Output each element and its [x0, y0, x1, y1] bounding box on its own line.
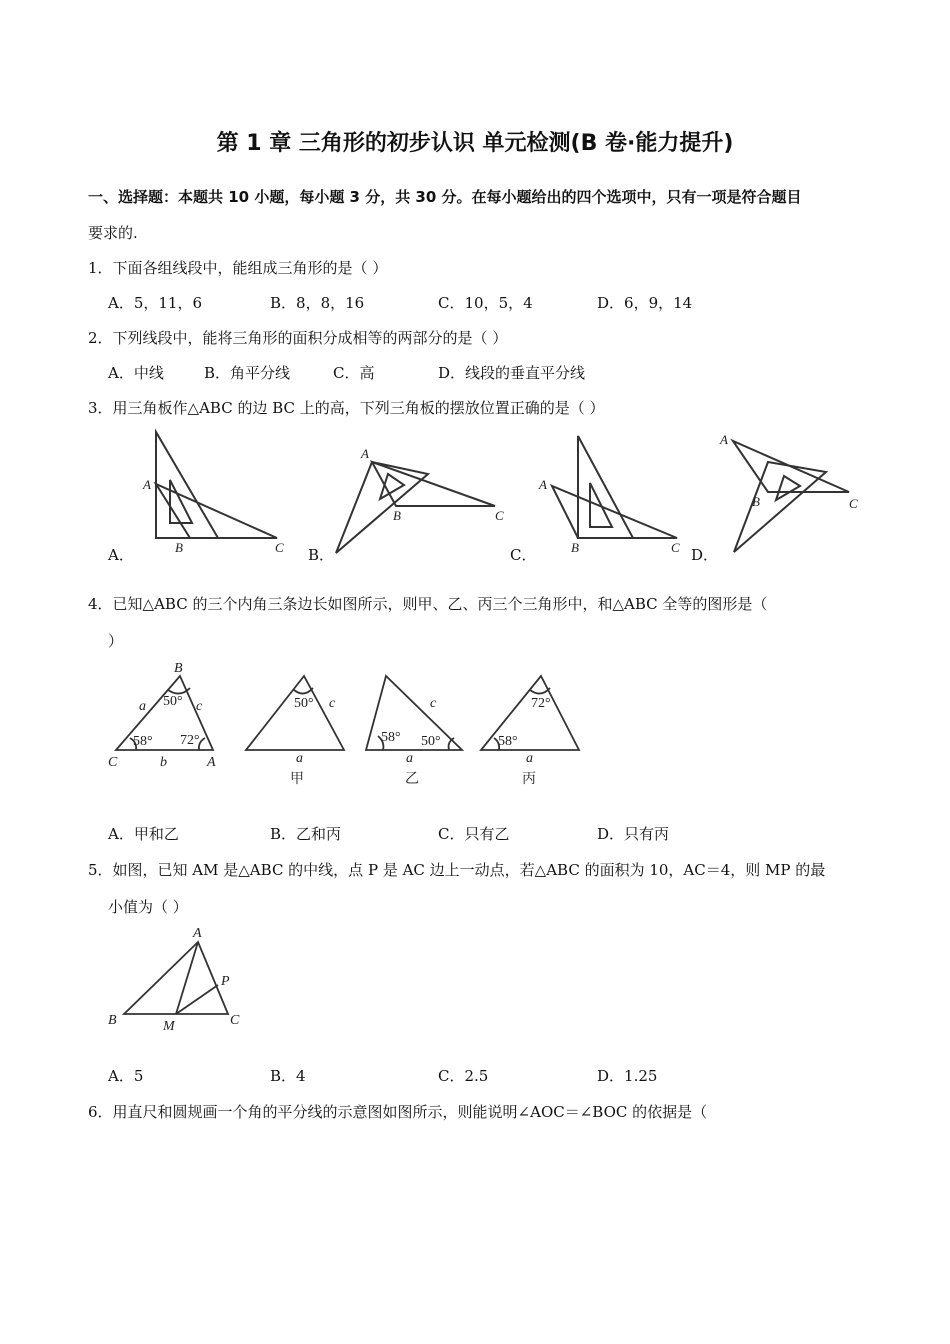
q2-option-c[interactable]: C．高: [333, 364, 375, 382]
q4-abc-vertex-b: B: [174, 661, 183, 676]
q5-option-d[interactable]: D．1.25: [597, 1067, 658, 1085]
q3-figure-d: [733, 441, 849, 552]
q5-label-b: B: [108, 1013, 117, 1028]
q4-abc-side-c: c: [196, 699, 203, 714]
q5-option-c[interactable]: C．2.5: [438, 1067, 489, 1085]
q3a-label-b: B: [175, 540, 183, 555]
q4-abc-angle-c: 58°: [133, 734, 153, 749]
question-4-cont: ）: [108, 632, 124, 650]
question-2: 2．下列线段中，能将三角形的面积分成相等的两部分的是（ ）: [88, 329, 508, 347]
q4-jia-name: 甲: [290, 772, 304, 787]
q4-yi-angle-58: 58°: [381, 730, 401, 745]
question-3: 3．用三角板作△ABC 的边 BC 上的高，下列三角板的摆放位置正确的是（ ）: [88, 399, 605, 417]
q3-option-b[interactable]: B．: [308, 546, 335, 564]
q2-option-a[interactable]: A．中线: [108, 364, 164, 382]
question-5-cont: 小值为（ ）: [108, 898, 188, 916]
section-heading: 一、选择题：本题共 10 小题，每小题 3 分，共 30 分。在每小题给出的四个选项中，只有一项是符合题目: [88, 188, 802, 206]
page-title: 第 1 章 三角形的初步认识 单元检测(B 卷·能力提升): [216, 131, 734, 156]
q4-abc-angle-b: 50°: [163, 694, 183, 709]
section-heading-cont: 要求的.: [88, 224, 138, 242]
q3d-label-b: B: [752, 494, 760, 509]
q4-bing-angle-72: 72°: [531, 696, 551, 711]
q4-yi-side-a: a: [406, 751, 413, 766]
q5-label-a: A: [193, 926, 202, 941]
q5-figure: [124, 942, 228, 1014]
q5-option-a[interactable]: A．5: [108, 1067, 144, 1085]
q5-option-b[interactable]: B．4: [270, 1067, 306, 1085]
q3-option-c[interactable]: C．: [510, 546, 537, 564]
q3c-label-b: B: [571, 540, 579, 555]
q3d-label-a: A: [720, 432, 728, 447]
q3-figure-a: [156, 432, 277, 538]
q5-label-p: P: [221, 974, 230, 989]
q4-abc-angle-a: 72°: [180, 733, 200, 748]
q4-option-c[interactable]: C．只有乙: [438, 825, 510, 843]
q4-abc-side-a: a: [139, 699, 146, 714]
q5-label-m: M: [163, 1019, 175, 1034]
q4-abc-side-b: b: [160, 755, 167, 770]
question-5: 5．如图，已知 AM 是△ABC 的中线，点 P 是 AC 边上一动点，若△ABC 的面积为 10，AC＝4，则 MP 的最: [88, 861, 826, 879]
q3-figure-b: [336, 462, 495, 553]
q4-option-a[interactable]: A．甲和乙: [108, 825, 179, 843]
q1-option-c[interactable]: C．10，5，4: [438, 294, 533, 312]
q4-bing-side-a: a: [526, 751, 533, 766]
q4-option-d[interactable]: D．只有丙: [597, 825, 670, 843]
q3d-label-c: C: [849, 496, 858, 511]
question-4: 4．已知△ABC 的三个内角三条边长如图所示，则甲、乙、丙三个三角形中，和△ABC 全等的图形是（: [88, 595, 768, 613]
q3c-label-c: C: [671, 540, 680, 555]
q3b-label-b: B: [393, 508, 401, 523]
q4-bing-name: 丙: [522, 772, 536, 787]
q4-yi-side-c: c: [430, 696, 437, 711]
q3a-label-c: C: [275, 540, 284, 555]
q3-figure-c: [552, 436, 677, 538]
q5-label-c: C: [230, 1013, 240, 1028]
q1-option-a[interactable]: A．5，11，6: [108, 294, 203, 312]
q4-jia-side-a: a: [296, 751, 303, 766]
q1-option-b[interactable]: B．8，8，16: [270, 294, 365, 312]
q4-bing-angle-58: 58°: [498, 734, 518, 749]
q1-option-d[interactable]: D．6，9，14: [597, 294, 693, 312]
q3b-label-c: C: [495, 508, 504, 523]
q4-jia-angle: 50°: [294, 696, 314, 711]
q3-option-d[interactable]: D．: [691, 546, 719, 564]
question-6: 6．用直尺和圆规画一个角的平分线的示意图如图所示，则能说明∠AOC＝∠BOC 的依据是（: [88, 1103, 708, 1121]
q4-yi-angle-50: 50°: [421, 734, 441, 749]
q4-abc-vertex-c: C: [108, 755, 118, 770]
q2-option-d[interactable]: D．线段的垂直平分线: [438, 364, 586, 382]
q4-option-b[interactable]: B．乙和丙: [270, 825, 342, 843]
question-1: 1．下面各组线段中，能组成三角形的是（ ）: [88, 259, 388, 277]
q4-yi-name: 乙: [405, 772, 419, 787]
q3-option-a[interactable]: A．: [108, 546, 134, 564]
q4-jia-side-c: c: [329, 696, 336, 711]
q4-triangle-jia: [246, 676, 344, 750]
q2-option-b[interactable]: B．角平分线: [204, 364, 291, 382]
q3a-label-a: A: [143, 477, 151, 492]
q4-abc-vertex-a: A: [207, 755, 216, 770]
q3b-label-a: A: [361, 446, 369, 461]
q3c-label-a: A: [539, 477, 547, 492]
